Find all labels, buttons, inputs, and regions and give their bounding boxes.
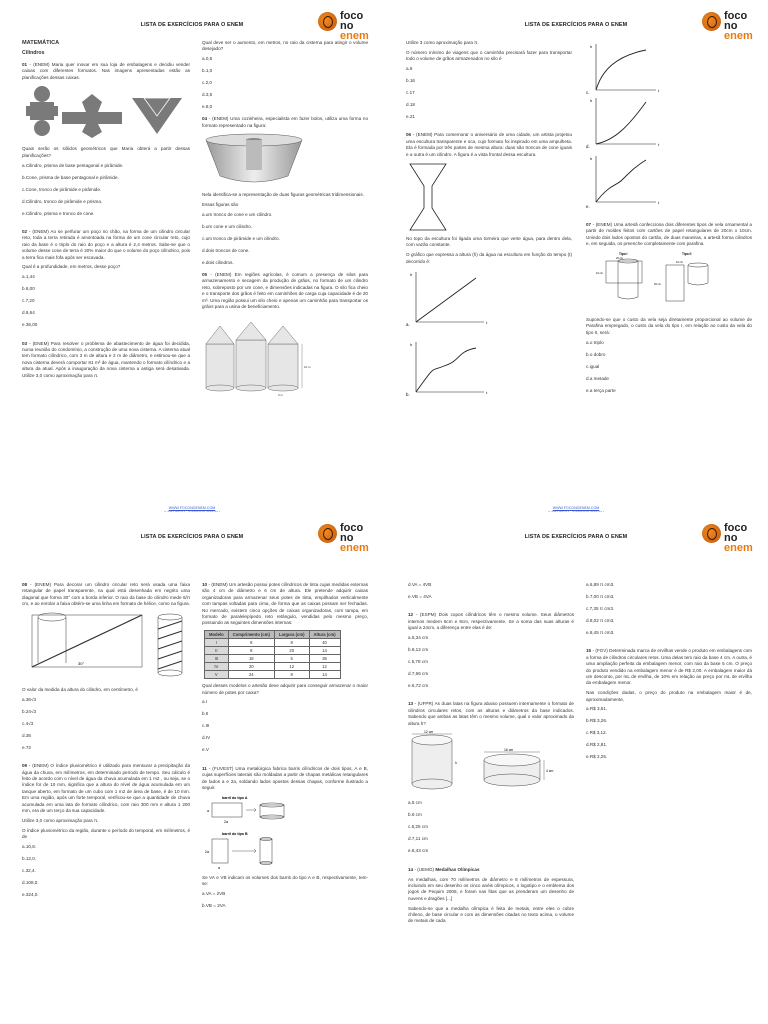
q08-option-b[interactable]: b.24√3 — [22, 708, 37, 714]
q07-option-d[interactable]: d.a metade — [586, 375, 609, 381]
question-14-text: As medalhas, com 70 milímetros de diâmetro e 6 milímetros de espessura, incluindo em seu desenho os cinco anéis olímpicos, o logotipo e o emblema dos jogos de Pequim 2008, e foram nas fitas que as prenderam um desenho de nuvens e dragões [...] — [408, 876, 574, 901]
logo-line-2: no enem — [724, 20, 753, 42]
q15-option-b[interactable]: b.R$ 3,26. — [586, 718, 608, 724]
q08-option-d[interactable]: d.36 — [22, 732, 31, 738]
column-left — [22, 582, 190, 904]
question-06-ask: O gráfico que expressa a altura (h) da água na escultura em função do tempo (t) decorrido é: — [406, 252, 572, 264]
q13-option-c[interactable]: c.6,25 cm — [408, 824, 428, 830]
q07-option-e[interactable]: e.a terça parte — [586, 387, 616, 393]
table-header: Largura (cm) — [274, 631, 309, 639]
question-11: 11 - (FUVEST) Uma metalúrgica fabrica barris cilíndricos de dois tipos, A e B, cujas superfícies laterais são moldadas a partir de chapas metálicas retangulares de lados a e 2a, soldando lados opostos dessas chapas, conforme ilustrado a seguir. — [202, 765, 368, 791]
q08-option-c[interactable]: c.4√3 — [22, 720, 34, 726]
question-04-ask: Nela identifica-se a representação de duas figuras geométricas tridimensionais. — [202, 192, 364, 198]
svg-text:10 cm: 10 cm — [676, 261, 684, 265]
page-header-title: LISTA DE EXERCÍCIOS PARA O ENEM — [524, 22, 628, 28]
q13-option-d[interactable]: d.7,11 cm — [408, 836, 428, 842]
q01-option-a[interactable]: a.Cilindro, prisma de base pentagonal e pirâmide. — [22, 162, 124, 168]
q15-option-a[interactable]: a.R$ 3,51. — [586, 706, 608, 712]
helix-cylinder-figure — [22, 611, 190, 681]
svg-text:a: a — [218, 865, 220, 870]
question-11-ask: Se VA e VB indicam os volumes dos barris do tipo A e B, respectivamente, tem-se: — [202, 874, 368, 887]
q10-option-c[interactable]: c.III — [202, 723, 210, 729]
svg-text:4 cm: 4 cm — [546, 769, 554, 774]
q09-option-e[interactable]: e.324,0. — [22, 891, 39, 897]
question-03-ask: Qual deve ser o aumento, em metros, no raio da cisterna para atingir o volume desejado? — [202, 40, 368, 52]
question-15: 15 - (FGV) Determinada marca de ervilhas vende o produto em embalagens com a forma de cilindros circulares retos. Uma delas tem raio da base 4 cm. A outra, é uma ampliação perfeita da embalagem menor, com raio da base 5 cm. O preço do produto vendido na embalagem menor é de R$ 2,00. A embalagem maior dá um desconto, por mL de ervilha, de 10% em relação ao preço por mL de ervilha da embalagem menor. — [586, 648, 752, 686]
q01-option-e[interactable]: e.Cilindro, prisma e tronco de cone. — [22, 210, 95, 216]
box-models-table — [204, 630, 341, 679]
q14-option-c[interactable]: c.7,35 π cm3. — [586, 606, 615, 611]
question-10-ask: Qual desses modelos o artesão deve adquirir para conseguir armazenar o maior número de potes por caixa? — [202, 683, 368, 695]
svg-text:16 cm: 16 cm — [504, 748, 514, 753]
q08-option-a[interactable]: a.36√3 — [22, 696, 37, 702]
q09-option-c[interactable]: c.32,4. — [22, 867, 36, 873]
svg-text:t: t — [486, 390, 488, 396]
page-3 — [0, 512, 384, 1024]
table-row: IV 20 12 12 — [205, 663, 341, 671]
question-08-ask: O valor da medida da altura do cilindro, em centímetro, é — [22, 687, 138, 693]
foco-no-enem-logo — [318, 10, 380, 42]
q05-option-d[interactable]: d.18 — [406, 102, 415, 107]
table-row: I 8 8 40 — [205, 639, 341, 647]
question-10: 10 - (ENEM) Um artesão possui potes cilíndricos de tinta cujas medidas externas são 4 cm de diâmetro e 6 cm de altura. Ele pretende adquirir caixas organizadoras para armazenar seus potes de tinta, empilhados verticalmente com tampas voltadas para cima, de forma que as caixas possam ser fechadas. No mercado, existem cinco opções de caixas organizadoras, com tampa, em formato de paralelepípedo reto retângulo, vendidas pelo mesmo preço, possuindo as seguintes dimensões internas: — [202, 582, 368, 626]
graph-option-a-b — [406, 268, 572, 398]
svg-text:2a: 2a — [224, 819, 228, 824]
question-01-ask: Quais serão os sólidos geométricos que Maria obterá a partir dessas planificações? — [22, 146, 190, 158]
globe-icon — [702, 524, 721, 543]
q01-option-b[interactable]: b.Cone, prisma de base pentagonal e pirâmide. — [22, 174, 119, 180]
q14-option-b[interactable]: b.7,00 π cm3. — [586, 594, 615, 599]
q15-option-c[interactable]: c.R$ 3,12. — [586, 730, 607, 736]
graph-label-c: c. — [586, 90, 590, 95]
question-02-ask: Qual é a profundidade, em metros, desse poço? — [22, 264, 121, 270]
svg-text:20 cm: 20 cm — [616, 257, 624, 261]
question-04-ask-2: Essas figuras são — [202, 202, 239, 208]
q03-option-c[interactable]: c.2,0 — [202, 80, 212, 86]
q03-option-d[interactable]: d.3,5 — [202, 92, 213, 98]
angle-label: 30° — [78, 661, 85, 667]
topic-title: Cilindros — [22, 50, 45, 57]
question-13: 13 - (UFPR) As duas latas na figura abaixo possuem internamente o formato de cilindros circulares retos, com as alturas e diâmetros da base indicados. Sabendo que ambas as latas têm o mesmo volume, qual o valor aproximado da altura h? — [408, 701, 574, 726]
svg-text:h: h — [410, 272, 413, 278]
q01-option-d[interactable]: d.Cilindro, tronco de pirâmide e prisma. — [22, 198, 103, 204]
q09-option-d[interactable]: d.108,0. — [22, 879, 39, 885]
page-header-title: LISTA DE EXERCÍCIOS PARA O ENEM — [524, 534, 628, 540]
foco-no-enem-logo — [702, 10, 764, 42]
logo-line-2: no enem — [724, 532, 753, 554]
question-07-ask: Supondo-se que o custo da vela seja diretamente proporcional ao volume de Parafina empregado, o custo da vela do tipo I, em relação ao custo da vela do tipo II, será: — [586, 317, 752, 335]
svg-text:t: t — [658, 200, 660, 205]
silo-dimension-radius: 3 m — [278, 392, 284, 397]
table-row: II 8 20 14 — [205, 647, 341, 655]
q12-option-b[interactable]: b.8,12 cm — [408, 647, 429, 653]
question-14-text-2: Sabendo-se que a medalha olímpica é feita de metais, entre eles o cobre chileno, de base circular e com as dimensões citadas no texto acima, o volume de metais de cada — [408, 905, 574, 924]
q03-option-b[interactable]: b.1,0 — [202, 68, 213, 74]
q05-option-e[interactable]: e.21 — [406, 114, 415, 119]
q09-option-a[interactable]: a.10,8. — [22, 843, 37, 849]
logo-line-1: foco — [724, 10, 748, 22]
q08-option-e[interactable]: e.72 — [22, 744, 31, 750]
q15-option-d[interactable]: d.R$ 2,81. — [586, 742, 608, 748]
table-row: V 24 8 14 — [205, 671, 341, 679]
q04-option-d[interactable]: d.dois troncos de cone. — [202, 248, 250, 253]
graph-label-e: e. — [586, 204, 590, 209]
q13-option-e[interactable]: e.8,43 cm — [408, 848, 429, 854]
q15-option-e[interactable]: e.R$ 2,25. — [586, 754, 608, 760]
subject-title: MATEMÁTICA — [22, 40, 60, 46]
graph-label-d: d. — [586, 144, 590, 149]
table-header: Modelo — [205, 631, 229, 639]
foco-no-enem-logo — [318, 522, 380, 554]
footer-site-link[interactable]: WWW.FOCONOENEM.COM — [168, 506, 216, 510]
q05-option-b[interactable]: b.16 — [406, 78, 415, 83]
q10-option-d[interactable]: d.IV — [202, 735, 211, 741]
foco-no-enem-logo — [702, 522, 764, 554]
q13-option-a[interactable]: a.5 cm — [408, 800, 422, 806]
column-left — [406, 40, 572, 398]
q12-option-c[interactable]: c.5,78 cm — [408, 659, 428, 665]
logo-line-2: no enem — [340, 532, 369, 554]
svg-text:2a: 2a — [205, 849, 209, 854]
candle-molds-figure — [586, 251, 752, 311]
question-14: 14 - (UEMG) Medalhas Olímpicas — [408, 866, 480, 872]
svg-text:12 cm: 12 cm — [424, 730, 434, 735]
q02-option-b[interactable]: b.6,00 — [22, 286, 35, 292]
column-right — [586, 582, 752, 766]
silo-figure — [202, 314, 368, 400]
question-04: 04 - (ENEM) Uma cozinheira, especialista em fazer bolos, utiliza uma forma no formato representado na figura: — [202, 116, 368, 128]
page-1 — [0, 0, 384, 512]
silo-dimension-height: 10 m — [304, 364, 311, 369]
q12-option-e[interactable]: e.6,72 cm — [408, 683, 429, 689]
svg-text:t: t — [658, 88, 660, 93]
svg-text:10 cm: 10 cm — [596, 272, 604, 276]
cake-pan-figure — [202, 132, 368, 188]
q07-option-c[interactable]: c.igual — [586, 363, 600, 369]
svg-text:20 cm: 20 cm — [654, 283, 662, 287]
question-08: 08 - (ENEM) Para decorar um cilindro circular reto será usada uma faixa retangular de papel transparente, na qual está desenhada em negrito uma diagonal que forma 30° com a borda inferior. O raio da base do cilindro mede 6/π cm, e ao enrolar a faixa obtém-se uma linha em formato de hélice, como na figura. — [22, 582, 191, 607]
page-header-title: LISTA DE EXERCÍCIOS PARA O ENEM — [140, 22, 244, 28]
svg-text:h: h — [590, 44, 593, 49]
question-12: 12 - (ESPM) Dois copos cilíndricos têm o mesmo volume. Seus diâmetros internos medem 6cm e 8cm, respectivamente. Se a soma das suas alturas é igual a 24cm, a diferença entre elas é de: — [408, 612, 574, 631]
q14-option-d[interactable]: d.8,02 π cm3. — [586, 618, 615, 623]
hourglass-sculpture-figure — [406, 162, 572, 232]
globe-icon — [318, 12, 337, 31]
cans-figure — [408, 730, 574, 794]
column-right — [202, 582, 368, 915]
svg-text:h: h — [410, 342, 413, 348]
q11-option-e[interactable]: e.VB = 4VA — [408, 594, 432, 599]
q02-option-c[interactable]: c.7,20 — [22, 298, 35, 304]
q14-option-a[interactable]: a.6,89 π cm3. — [586, 582, 615, 587]
q07-option-a[interactable]: a.o triplo — [586, 339, 604, 345]
column-left — [408, 582, 574, 928]
question-05-cont: Utilize 3 como aproximação para π. — [406, 40, 479, 45]
q12-option-a[interactable]: a.5,34 cm — [408, 635, 429, 641]
q13-option-b[interactable]: b.6 cm — [408, 812, 422, 818]
page-4 — [384, 512, 768, 1024]
q04-option-e[interactable]: e.dois cilindros. — [202, 260, 234, 265]
question-03: 03 - (ENEM) Para resolver o problema de abastecimento de água foi decidida, numa reunião do condomínio, a construção de uma nova cisterna. A cisterna atual tem formato cilíndrico, com 3 m de altura e 2 m de diâmetro, e estimou-se que a nova cisterna deverá comportar 81 m³ de água, mantendo o formato cilíndrico e a altura da atual. Após a inauguração da nova cisterna a antiga será desativada. Utilize 3,0 como aproximação para π. — [22, 340, 190, 378]
svg-text:h: h — [590, 98, 593, 103]
svg-text:barril do tipo B: barril do tipo B — [222, 831, 248, 836]
page-2 — [384, 0, 768, 512]
question-01: 01 - (ENEM) Maria quer inovar em sua loja de embalagens e decidiu vender caixas com diferentes formatos. Nas imagens apresentadas estão as planificações dessas caixas. — [22, 61, 190, 80]
table-header: Comprimento (cm) — [228, 631, 274, 639]
question-09: 09 - (ENEM) O índice pluviométrico é utilizado para mensurar a precipitação da água da chuva, em milímetros, em determinado período de tempo. Seu cálculo é feito de acordo com o nível de água da chuva acumulada em 1 m2 , ou seja, se o índice for de 10 mm, significa que a altura do nível de água acumulada em um tanque aberto, em formato de um cubo com 1 m2 de área de base, é de 10 mm. Em uma região, após um forte temporal, verificou-se que a quantidade de chuva acumulada em uma lata de formato cilíndrico, com raio 300 mm e altura 1 200 mm, era de um terço da sua capacidade. — [22, 763, 190, 814]
q01-option-c[interactable]: c.Cone, tronco de pirâmide e pirâmide. — [22, 186, 102, 192]
q11-option-d[interactable]: d.VA = 4VB — [408, 582, 432, 587]
q11-option-b[interactable]: b.VB = 2VA — [202, 903, 226, 909]
logo-line-1: foco — [724, 522, 748, 534]
table-header: Altura (cm) — [309, 631, 340, 639]
q10-option-e[interactable]: e.V — [202, 747, 209, 753]
svg-text:t: t — [658, 142, 660, 147]
svg-text:barril do tipo A: barril do tipo A — [222, 795, 248, 800]
label-tipo-2: Tipo II — [682, 252, 692, 257]
q14-option-e[interactable]: e.8,45 π cm3. — [586, 630, 615, 635]
q11-option-a[interactable]: a.VA = 2VB — [202, 891, 226, 897]
graph-option-c-d-e — [586, 40, 752, 212]
question-06: 06 - (ENEM) Para comemorar o aniversário de uma cidade, um artista projetou uma escultura transparente e oca, cujo formato foi inspirado em uma ampulheta. Ela é formada por três partes de mesma altura: duas são troncos de cone iguais e a outra é um cilindro. A figura é a vista frontal dessa escultura. — [406, 132, 572, 157]
svg-text:a: a — [207, 808, 209, 813]
question-06-text-2: No topo da escultura foi ligada uma torneira que verte água, para dentro dela, com vazão constante. — [406, 236, 572, 248]
logo-line-2: no enem — [340, 20, 369, 42]
q07-option-b[interactable]: b.o dobro — [586, 351, 606, 357]
q05-option-c[interactable]: c.17 — [406, 90, 415, 95]
q12-option-d[interactable]: d.7,66 cm — [408, 671, 429, 677]
q04-option-b[interactable]: b.um cone e um cilindro. — [202, 224, 253, 229]
question-15-ask: Nas condições dadas, o preço do produto na embalagem maior é de, aproximadamente, — [586, 690, 752, 702]
question-05-ask: O número mínimo de viagens que o caminhão precisará fazer para transportar todo o volume de grãos armazenados no silo é — [406, 49, 572, 62]
graph-label-b: b. — [406, 392, 410, 398]
q10-option-a[interactable]: a.I — [202, 699, 208, 705]
q03-option-e[interactable]: e.8,0 — [202, 104, 213, 110]
column-right — [586, 40, 752, 400]
q04-option-c[interactable]: c.um tronco de pirâmide e um cilindro. — [202, 236, 280, 241]
q05-option-a[interactable]: a.6 — [406, 66, 413, 71]
question-02: 02 - (ENEM) Ao se perfurar um poço no chão, na forma de um cilindro circular reto, toda a terra retirada é amontoada na forma de um cone circular reto, cujo raio da base é o triplo do raio do poço e a altura é 2,4 metros. Sabe-se que o volume desse cone de terra é 20% maior do que o volume do poço cilíndrico, pois a terra fica mais fofa após ser escavada. — [22, 229, 190, 260]
footer-site-link[interactable]: WWW.FOCONOENEM.COM — [552, 506, 600, 510]
question-05: 05 - (ENEM) Em regiões agrícolas, é comum a presença de silos para armazenamento e secagem da produção de grãos, no formato de um cilindro reto, sobreposto por um cone, e dimensões indicadas na figura. O silo fica cheio e o transporte dos grãos é feito em caminhões de carga cuja capacidade é de 20 m³. Uma região possui um silo cheio e apenas um caminhão para transportar os grãos para a usina de beneficiamento. — [202, 272, 368, 310]
question-09-ask: O índice pluviométrico da região, durante o período do temporal, em milímetros, é de — [22, 827, 190, 840]
q10-option-b[interactable]: b.II — [202, 711, 209, 717]
column-right — [202, 40, 368, 400]
question-09-cont: Utilize 3,0 como aproximação para π. — [22, 817, 99, 823]
q02-option-d[interactable]: d.8,64 — [22, 310, 35, 316]
page-header-title: LISTA DE EXERCÍCIOS PARA O ENEM — [140, 534, 244, 540]
logo-line-1: foco — [340, 10, 364, 22]
svg-text:t: t — [486, 320, 488, 326]
q03-option-a[interactable]: a.0,5 — [202, 56, 213, 62]
q04-option-a[interactable]: a.um tronco de cone e um cilindro. — [202, 212, 273, 217]
question-07: 07 - (ENEM) Uma artesã confecciona dois diferentes tipos de vela ornamental a partir de moldes feitos com cartões de papel retangulares de 20cm x 10cm. Unindo dois lados opostos do cartão, de duas maneiras, a artesã forma cilindros e, em seguida, os preenche completamente com parafina. — [586, 222, 752, 247]
graph-label-a: a. — [406, 322, 410, 328]
column-left — [22, 40, 190, 382]
table-row: III 18 5 35 — [205, 655, 341, 663]
svg-text:h: h — [590, 156, 593, 161]
globe-icon — [702, 12, 721, 31]
q02-option-a[interactable]: a.1,44 — [22, 274, 35, 280]
globe-icon — [318, 524, 337, 543]
barrels-figure — [202, 795, 368, 871]
planification-figures — [22, 84, 190, 138]
q02-option-e[interactable]: e.36,00 — [22, 322, 38, 328]
svg-text:h: h — [455, 761, 457, 766]
q09-option-b[interactable]: b.12,0. — [22, 855, 37, 861]
label-tipo-1: Tipo I — [619, 252, 628, 257]
logo-line-1: foco — [340, 522, 364, 534]
